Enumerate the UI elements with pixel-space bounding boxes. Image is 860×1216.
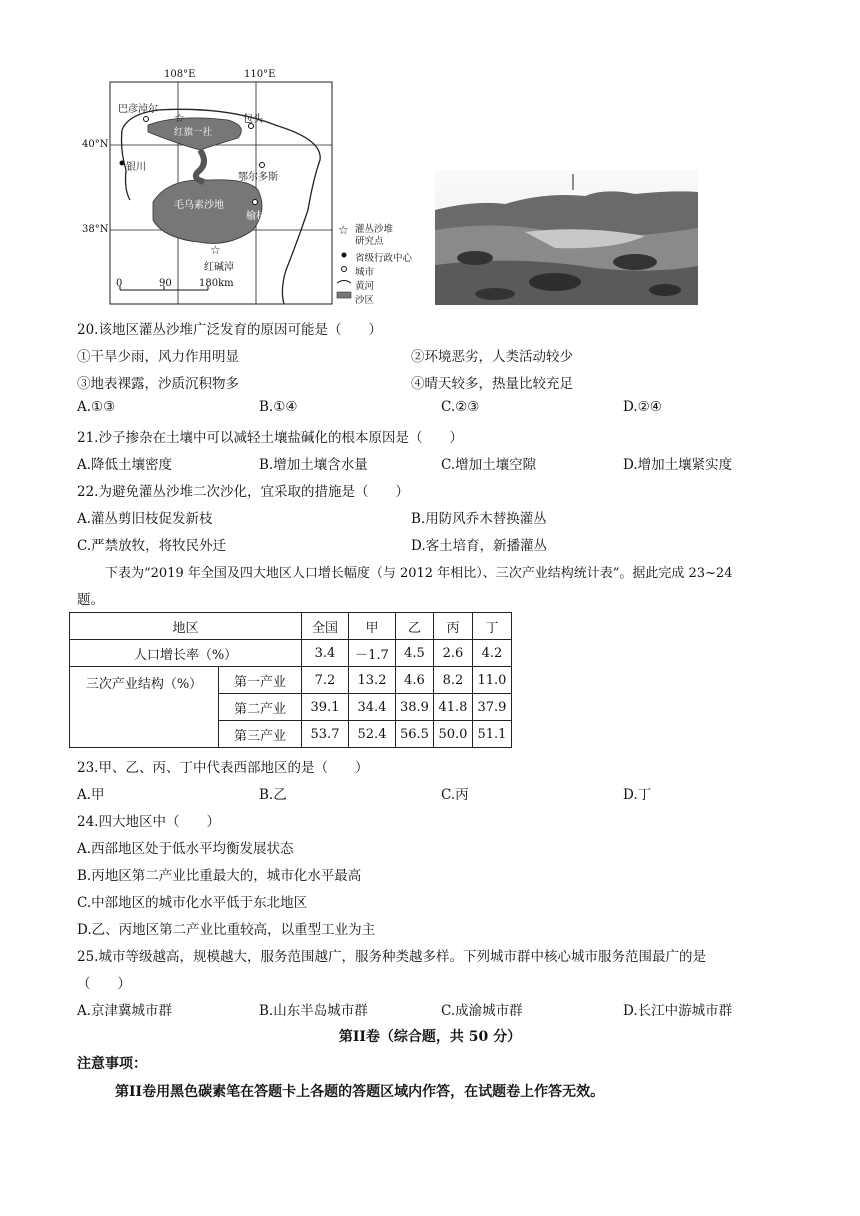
table-cell: 8.2	[433, 667, 472, 694]
q21-stem: 21.沙子掺杂在土壤中可以减轻土壤盐碱化的根本原因是（ ）	[77, 430, 463, 446]
q23-option-b: B.乙	[259, 787, 287, 803]
table-row-tertiary: 第三产业	[219, 721, 302, 748]
q20-statement-4: ④晴天较多，热量比较充足	[411, 376, 573, 392]
table-cell: 56.5	[396, 721, 434, 748]
table-header-region: 地区	[70, 613, 302, 640]
part2-instruction: 第II卷用黑色碳素笔在答题卡上各题的答题区域内作答，在试题卷上作答无效。	[115, 1084, 605, 1100]
table-cell: 13.2	[349, 667, 396, 694]
q20-statement-3: ③地表裸露，沙质沉积物多	[77, 376, 239, 392]
q24-option-b: B.丙地区第二产业比重最大的，城市化水平最高	[77, 868, 362, 884]
table-col-ding: 丁	[472, 613, 511, 640]
map-legend-sand: 沙区	[355, 295, 375, 306]
q20-stem: 20.该地区灌丛沙堆广泛发育的原因可能是（ ）	[77, 322, 382, 338]
map-lon-110: 110°E	[244, 69, 276, 80]
table-intro-line2: 题。	[77, 592, 104, 608]
q20-statement-1: ①干旱少雨，风力作用明显	[77, 349, 239, 365]
q23-option-d: D.丁	[623, 787, 652, 803]
map-legend-river: 黄河	[355, 281, 375, 292]
map-place-mu-us: 毛乌素沙地	[174, 200, 224, 211]
table-cell: 4.6	[396, 667, 434, 694]
part2-title: 第II卷（综合题，共 50 分）	[338, 1029, 522, 1045]
q24-option-a: A.西部地区处于低水平均衡发展状态	[77, 841, 294, 857]
table-cell: 37.9	[472, 694, 511, 721]
table-cell: 38.9	[396, 694, 434, 721]
q25-option-a: A.京津冀城市群	[77, 1003, 173, 1019]
table-row-secondary: 第二产业	[219, 694, 302, 721]
map-place-ordos: 鄂尔多斯	[238, 172, 278, 183]
q21-option-a: A.降低土壤密度	[77, 457, 173, 473]
map-legend-study-site: 灌丛沙堆研究点	[355, 224, 394, 247]
q25-option-c: C.成渝城市群	[441, 1003, 523, 1019]
shrub-dune-photo	[435, 170, 698, 305]
q22-option-b: B.用防风乔木替换灌丛	[411, 511, 547, 527]
table-cell: 4.5	[396, 640, 434, 667]
part2-notice: 注意事项：	[77, 1056, 147, 1072]
q23-option-a: A.甲	[77, 787, 105, 803]
table-col-bing: 丙	[433, 613, 472, 640]
q20-statement-2: ②环境恶劣，人类活动较少	[411, 349, 573, 365]
table-col-yi: 乙	[396, 613, 434, 640]
map-scale-0: 0	[116, 278, 123, 289]
q22-stem: 22.为避免灌丛沙堆二次沙化，宜采取的措施是（ ）	[77, 484, 409, 500]
table-cell: 34.4	[349, 694, 396, 721]
map-lat-40: 40°N	[82, 139, 109, 150]
q22-option-c: C.严禁放牧，将牧民外迁	[77, 538, 227, 554]
map-scale-90: 90	[159, 278, 172, 289]
map-place-yinchuan: 银川	[126, 162, 146, 173]
table-cell: 3.4	[302, 640, 349, 667]
table-cell: 39.1	[302, 694, 349, 721]
svg-text:☆: ☆	[174, 111, 185, 125]
map-scale-180: 180km	[199, 278, 234, 289]
table-cell: －1.7	[349, 640, 396, 667]
map-lat-38: 38°N	[82, 224, 109, 235]
q20-option-a: A.①③	[77, 399, 116, 415]
q21-option-c: C.增加土壤空隙	[441, 457, 537, 473]
table-cell: 4.2	[472, 640, 511, 667]
population-industry-table	[69, 612, 512, 748]
q25-option-b: B.山东半岛城市群	[259, 1003, 368, 1019]
map-place-hongqi: 红旗一社	[174, 127, 213, 138]
q20-option-b: B.①④	[259, 399, 298, 415]
map-place-yulin: 榆林	[246, 211, 266, 222]
q25-stem: 25.城市等级越高，规模越大，服务范围越广，服务种类越多样。下列城市群中核心城市服务范围最广的是	[77, 949, 706, 965]
table-cell: 2.6	[433, 640, 472, 667]
map-legend-city: 城市	[355, 267, 375, 278]
table-intro-line1: 下表为“2019 年全国及四大地区人口增长幅度（与 2012 年相比）、三次产业结构统计表”。据此完成 23~24	[105, 566, 733, 581]
q24-option-d: D.乙、丙地区第二产业比重较高，以重型工业为主	[77, 922, 376, 938]
table-col-national: 全国	[302, 613, 349, 640]
map-place-baotou: 包头	[243, 114, 263, 125]
table-row-primary: 第一产业	[219, 667, 302, 694]
map-place-bayannur: 巴彦淖尔	[118, 104, 158, 115]
q25-option-d: D.长江中游城市群	[623, 1003, 733, 1019]
table-cell: 50.0	[433, 721, 472, 748]
table-cell: 53.7	[302, 721, 349, 748]
svg-text:☆: ☆	[338, 223, 349, 237]
svg-text:☆: ☆	[210, 243, 221, 257]
q20-option-c: C.②③	[441, 399, 480, 415]
q20-option-d: D.②④	[623, 399, 662, 415]
map-lon-108: 108°E	[164, 69, 196, 80]
table-pop-label: 人口增长率（%）	[70, 640, 302, 667]
q22-option-d: D.客土培育，新播灌丛	[411, 538, 548, 554]
table-cell: 52.4	[349, 721, 396, 748]
map-legend-capital: 省级行政中心	[355, 253, 413, 264]
q22-option-a: A.灌丛剪旧枝促发新枝	[77, 511, 213, 527]
table-cell: 41.8	[433, 694, 472, 721]
table-industry-label: 三次产业结构（%）	[70, 667, 219, 748]
q23-option-c: C.丙	[441, 787, 469, 803]
q24-option-c: C.中部地区的城市化水平低于东北地区	[77, 895, 308, 911]
table-cell: 51.1	[472, 721, 511, 748]
table-cell: 7.2	[302, 667, 349, 694]
table-cell: 11.0	[472, 667, 511, 694]
q21-option-d: D.增加土壤紧实度	[623, 457, 733, 473]
q24-stem: 24.四大地区中（ ）	[77, 814, 220, 830]
table-col-jia: 甲	[349, 613, 396, 640]
q23-stem: 23.甲、乙、丙、丁中代表西部地区的是（ ）	[77, 760, 369, 776]
q25-paren: （ ）	[77, 976, 131, 992]
map-place-hongjiannao: 红碱淖	[204, 262, 234, 273]
q21-option-b: B.增加土壤含水量	[259, 457, 368, 473]
